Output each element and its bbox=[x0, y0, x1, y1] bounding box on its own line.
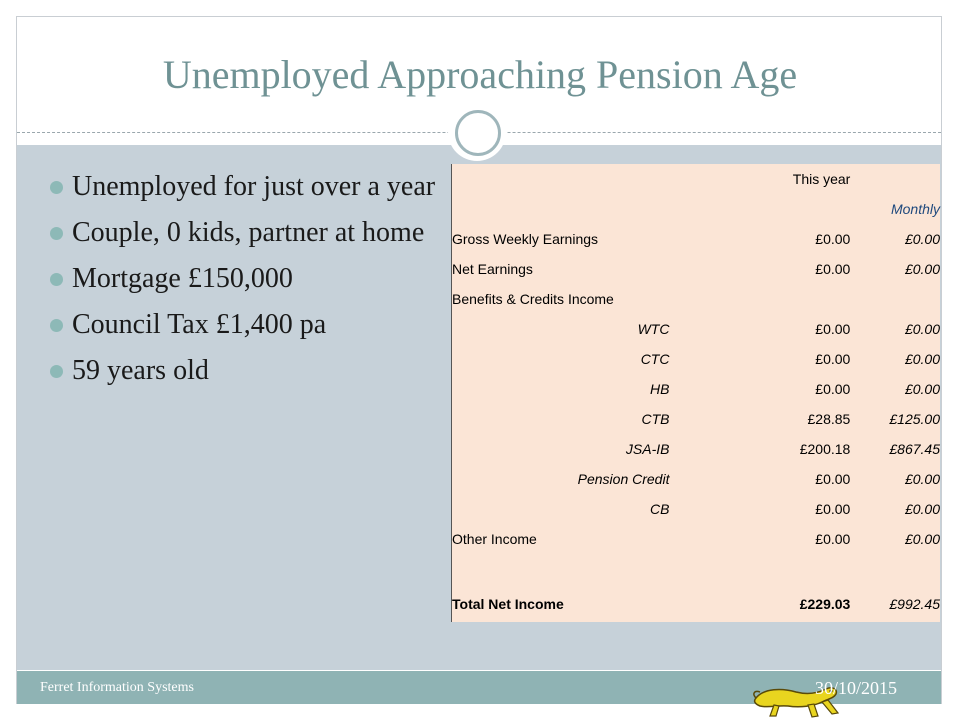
header-this-year: This year bbox=[792, 171, 851, 187]
bullet-list bbox=[48, 170, 443, 400]
row-this-year: £200.18 bbox=[799, 441, 851, 457]
bullet-dot-icon bbox=[50, 319, 63, 332]
row-label: Pension Credit bbox=[577, 471, 670, 487]
table-row bbox=[452, 314, 940, 344]
row-label: Gross Weekly Earnings bbox=[452, 231, 599, 247]
row-label: WTC bbox=[637, 321, 670, 337]
income-table bbox=[452, 164, 940, 619]
bullet-item bbox=[48, 354, 443, 387]
row-label: Other Income bbox=[452, 531, 537, 547]
row-monthly: £0.00 bbox=[904, 351, 940, 367]
row-this-year: £0.00 bbox=[815, 321, 851, 337]
bullet-item bbox=[48, 216, 443, 249]
header-monthly: Monthly bbox=[890, 201, 940, 217]
bullet-dot-icon bbox=[50, 227, 63, 240]
table-row bbox=[452, 344, 940, 374]
row-label: JSA-IB bbox=[625, 441, 670, 457]
bullet-text: Couple, 0 kids, partner at home bbox=[72, 217, 425, 248]
bullet-item bbox=[48, 170, 443, 203]
row-monthly: £0.00 bbox=[904, 381, 940, 397]
table-row bbox=[452, 494, 940, 524]
row-this-year: £0.00 bbox=[815, 381, 851, 397]
bullet-text: Council Tax £1,400 pa bbox=[72, 309, 327, 340]
bullet-text: Unemployed for just over a year bbox=[72, 171, 436, 202]
slide-title: Unemployed Approaching Pension Age bbox=[162, 52, 798, 97]
row-monthly: £867.45 bbox=[889, 441, 940, 457]
ornament-ring-icon bbox=[455, 110, 501, 156]
table-spacer-row bbox=[452, 554, 940, 589]
footer-company: Ferret Information Systems bbox=[40, 680, 194, 695]
table-row bbox=[452, 524, 940, 554]
row-this-year: £0.00 bbox=[815, 261, 851, 277]
row-monthly: £0.00 bbox=[904, 531, 940, 547]
row-this-year: £0.00 bbox=[815, 351, 851, 367]
table-row bbox=[452, 464, 940, 494]
bullet-item bbox=[48, 308, 443, 341]
bullet-dot-icon bbox=[50, 365, 63, 378]
row-monthly: £125.00 bbox=[889, 411, 940, 427]
row-label: Total Net Income bbox=[452, 596, 564, 612]
bullet-text: Mortgage £150,000 bbox=[72, 263, 293, 294]
row-monthly: £992.45 bbox=[889, 596, 940, 612]
income-table-container bbox=[451, 164, 940, 622]
bullet-dot-icon bbox=[50, 181, 63, 194]
bullet-dot-icon bbox=[50, 273, 63, 286]
row-monthly: £0.00 bbox=[904, 261, 940, 277]
row-monthly: £0.00 bbox=[904, 321, 940, 337]
footer-date: 30/10/2015 bbox=[815, 678, 898, 698]
table-total-row bbox=[452, 589, 940, 619]
row-label: CTB bbox=[641, 411, 670, 427]
table-row bbox=[452, 434, 940, 464]
table-header-row bbox=[452, 164, 940, 194]
row-this-year: £28.85 bbox=[807, 411, 851, 427]
table-row bbox=[452, 284, 940, 314]
table-row bbox=[452, 404, 940, 434]
row-label: CB bbox=[650, 501, 670, 517]
row-monthly: £0.00 bbox=[904, 501, 940, 517]
row-monthly: £0.00 bbox=[904, 471, 940, 487]
row-this-year: £0.00 bbox=[815, 501, 851, 517]
bullet-item bbox=[48, 262, 443, 295]
table-subheader-row bbox=[452, 194, 940, 224]
row-this-year bbox=[671, 284, 850, 314]
row-label: CTC bbox=[640, 351, 670, 367]
row-label: Benefits & Credits Income bbox=[452, 291, 614, 307]
table-row bbox=[452, 254, 940, 284]
row-this-year: £0.00 bbox=[815, 231, 851, 247]
table-row bbox=[452, 224, 940, 254]
row-monthly bbox=[850, 284, 940, 314]
row-monthly: £0.00 bbox=[904, 231, 940, 247]
row-label: HB bbox=[650, 381, 670, 397]
row-this-year: £0.00 bbox=[815, 471, 851, 487]
row-this-year: £229.03 bbox=[799, 596, 851, 612]
bullet-text: 59 years old bbox=[72, 355, 209, 386]
table-row bbox=[452, 374, 940, 404]
row-this-year: £0.00 bbox=[815, 531, 851, 547]
row-label: Net Earnings bbox=[452, 261, 533, 277]
